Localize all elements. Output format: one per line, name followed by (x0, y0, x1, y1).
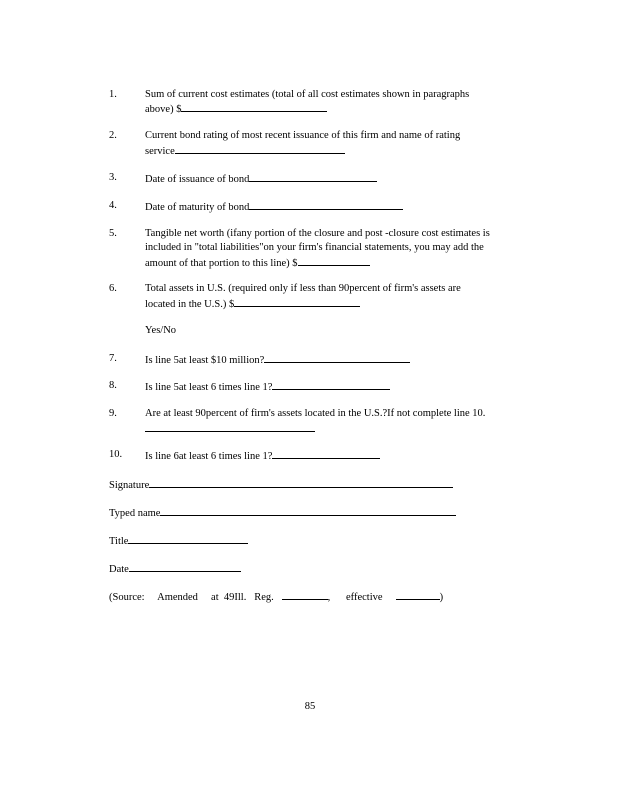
total-assets-blank[interactable] (234, 296, 360, 307)
register-page-blank[interactable] (282, 589, 328, 600)
typed-name-field[interactable] (160, 505, 456, 516)
page-number: 85 (304, 701, 316, 712)
item-text: amount of that portion to this line) $ (145, 258, 298, 269)
item-text: located in the U.S.) $ (145, 299, 235, 310)
source-prefix: (Source: Amended at 49Ill. Reg. (109, 592, 274, 603)
source-effective: effective (346, 592, 383, 603)
signature-line (109, 477, 453, 493)
item-text: Is line 5at least 6 times line 1? (145, 382, 273, 393)
item-text-line (145, 352, 545, 368)
item-number: 6. (109, 283, 117, 294)
effective-date-blank[interactable] (396, 589, 440, 600)
net-worth-blank[interactable] (298, 255, 370, 266)
date-line (109, 561, 241, 577)
item-text-line (145, 143, 545, 159)
item-text: Date of maturity of bond (145, 202, 250, 213)
typed-name-line (109, 505, 456, 521)
typed-name-label: Typed name (109, 508, 161, 519)
item-number: 3. (109, 172, 117, 183)
item-text-line: Sum of current cost estimates (total of all cost estimates shown in paragraphs (145, 89, 470, 100)
issuance-date-blank[interactable] (249, 171, 377, 182)
item-text-line (145, 296, 545, 312)
item-text-line (145, 101, 545, 117)
item-text-line: included in "total liabilities"on your firm's financial statements, you may add the (145, 242, 484, 253)
item-text: Date of issuance of bond (145, 174, 250, 185)
item-text: service (145, 146, 175, 157)
cost-estimate-blank[interactable] (181, 101, 327, 112)
title-label: Title (109, 536, 129, 547)
item-text-line (145, 255, 545, 271)
signature-field[interactable] (149, 477, 453, 488)
item-number: 7. (109, 353, 117, 364)
item-number: 1. (109, 89, 117, 100)
title-field[interactable] (128, 533, 248, 544)
item-text-line (145, 448, 545, 464)
signature-label: Signature (109, 480, 150, 491)
item-text-line: Total assets in U.S. (required only if less than 90percent of firm's assets are (145, 283, 461, 294)
maturity-date-blank[interactable] (249, 199, 403, 210)
item-number: 2. (109, 130, 117, 141)
date-label: Date (109, 564, 129, 575)
item-text-line: Tangible net worth (ifany portion of the closure and post -closure cost estimates is (145, 228, 490, 239)
source-note (109, 589, 443, 605)
line10-answer-blank[interactable] (272, 448, 380, 459)
source-close: ) (439, 592, 444, 603)
item-text-line: Current bond rating of most recent issuance of this firm and name of rating (145, 130, 461, 141)
item-text: Is line 5at least $10 million? (145, 355, 265, 366)
item-text-line (145, 171, 545, 187)
item-number: 10. (109, 449, 123, 460)
item-number: 4. (109, 200, 117, 211)
item-number: 9. (109, 408, 117, 419)
item-text-line (145, 421, 545, 437)
line7-answer-blank[interactable] (264, 352, 410, 363)
source-comma: , (327, 592, 331, 603)
yes-no-heading: Yes/No (145, 325, 177, 336)
item-text-line (145, 199, 545, 215)
line8-answer-blank[interactable] (272, 379, 390, 390)
date-field[interactable] (129, 561, 241, 572)
title-line (109, 533, 248, 549)
item-text-line: Are at least 90percent of firm's assets located in the U.S.?If not complete line 10. (145, 408, 486, 419)
item-number: 5. (109, 228, 117, 239)
line9-answer-blank[interactable] (145, 421, 315, 432)
item-text-line (145, 379, 545, 395)
item-text: above) $ (145, 104, 182, 115)
bond-rating-blank[interactable] (175, 143, 345, 154)
item-number: 8. (109, 380, 117, 391)
item-text: Is line 6at least 6 times line 1? (145, 451, 273, 462)
